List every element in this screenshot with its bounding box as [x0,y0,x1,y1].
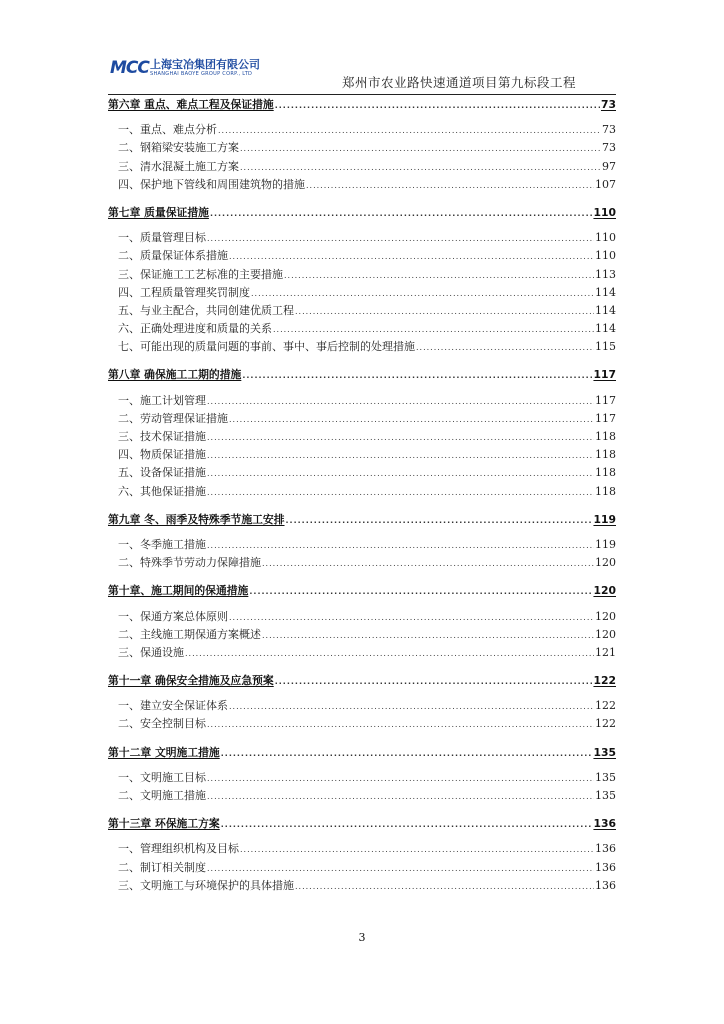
section-title: 四、物质保证措施 [118,448,206,462]
section-title: 一、建立安全保证体系 [118,699,228,713]
leader-dots [229,252,594,261]
leader-dots [262,559,594,568]
section-title: 六、正确处理进度和质量的关系 [118,322,272,336]
section-page-number: 135 [595,770,616,784]
toc-chapter-entry[interactable] [108,205,616,223]
chapter-title: 第十章、施工期间的保通措施 [108,584,249,598]
toc-section-entry[interactable] [108,320,616,338]
section-page-number: 136 [595,860,616,874]
page-number: 3 [358,931,366,944]
section-page-number: 120 [595,556,616,570]
section-page-number: 118 [595,448,616,462]
section-title: 三、文明施工与环境保护的具体措施 [118,878,294,892]
leader-dots [295,882,594,891]
section-title: 一、文明施工目标 [118,770,206,784]
section-page-number: 136 [595,878,616,892]
leader-dots [207,451,594,460]
toc-section-entry[interactable] [108,158,616,176]
leader-dots [207,541,594,550]
toc-section-entry[interactable] [108,247,616,265]
toc-section-entry[interactable] [108,536,616,554]
leader-dots [207,488,594,497]
chapter-title: 第九章 冬、雨季及特殊季节施工安排 [108,512,285,526]
toc-section-entry[interactable] [108,644,616,662]
mcc-logo-mark: MCC [110,58,149,78]
section-page-number: 117 [595,411,616,425]
leader-dots [221,749,593,758]
toc-section-entry[interactable] [108,715,616,733]
leader-dots [185,649,594,658]
section-page-number: 107 [595,177,616,191]
section-title: 一、施工计划管理 [118,393,206,407]
leader-dots [242,371,592,380]
toc-chapter [108,97,616,205]
toc-section-entry[interactable] [108,859,616,877]
section-page-number: 118 [595,466,616,480]
toc-section-entry[interactable] [108,266,616,284]
chapter-title: 第十三章 环保施工方案 [108,817,220,831]
section-page-number: 115 [595,340,616,354]
toc-section-entry[interactable] [108,121,616,139]
leader-dots [306,181,594,190]
project-title: 郑州市农业路快速通道项目第九标段工程 [341,75,576,90]
chapter-spacer [108,356,616,367]
leader-dots [207,397,594,406]
toc-section-entry[interactable] [108,338,616,356]
toc-section-entry[interactable] [108,554,616,572]
chapter-page-number: 119 [593,512,616,526]
section-title: 三、保证施工工艺标准的主要措施 [118,267,283,281]
leader-dots [240,163,601,172]
toc-chapter [108,673,616,745]
section-page-number: 117 [595,393,616,407]
page-header [108,50,616,96]
section-title: 一、重点、难点分析 [118,123,217,137]
leader-dots [295,307,594,316]
section-page-number: 97 [602,159,616,173]
section-page-number: 73 [602,123,616,137]
leader-dots [207,774,594,783]
section-page-number: 121 [595,645,616,659]
toc-chapter-entry[interactable] [108,745,616,763]
company-name-en: SHANGHAI BAOYE GROUP CORP., LTD [150,71,253,77]
toc-chapter [108,583,616,673]
section-title: 二、特殊季节劳动力保障措施 [118,556,261,570]
toc-section-entry[interactable] [108,787,616,805]
section-title: 三、清水混凝土施工方案 [118,159,239,173]
leader-dots [273,325,594,334]
section-title: 二、钢箱梁安装施工方案 [118,141,239,155]
leader-dots [240,845,594,854]
leader-dots [240,144,601,153]
leader-dots [229,613,594,622]
chapter-page-number: 110 [593,205,616,219]
section-title: 三、保通设施 [118,645,184,659]
chapter-page-number: 120 [593,584,616,598]
section-page-number: 73 [602,141,616,155]
section-title: 二、安全控制目标 [118,717,206,731]
section-page-number: 135 [595,789,616,802]
toc-section-entry[interactable] [108,626,616,644]
section-page-number: 114 [595,303,616,317]
toc-chapter [108,367,616,511]
chapter-title: 第八章 确保施工工期的措施 [108,368,242,382]
toc-section-entry[interactable] [108,483,616,501]
toc-section-entry[interactable] [108,392,616,410]
toc-chapter [108,816,616,895]
toc-chapter-entry[interactable] [108,97,616,115]
leader-dots [207,433,594,442]
section-page-number: 119 [595,537,616,551]
toc-section-entry[interactable] [108,410,616,428]
toc-section-entry[interactable] [108,877,616,895]
toc-chapter-entry[interactable] [108,673,616,691]
section-title: 七、可能出现的质量问题的事前、事中、事后控制的处理措施 [118,340,415,354]
chapter-page-number: 135 [593,745,616,759]
toc-section-entry[interactable] [108,229,616,247]
leader-dots [207,234,594,243]
leader-dots [416,343,594,352]
section-title: 三、技术保证措施 [118,430,206,443]
leader-dots [275,677,593,686]
section-page-number: 122 [595,717,616,731]
leader-dots [286,516,593,525]
leader-dots [229,415,594,424]
toc-chapter [108,512,616,584]
chapter-title: 第十二章 文明施工措施 [108,745,220,759]
chapter-spacer [108,572,616,583]
company-name-cn: 上海宝冶集团有限公司 [150,58,260,71]
leader-dots [284,271,594,280]
toc-chapter-entry[interactable] [108,583,616,601]
section-title: 二、制订相关制度 [118,860,206,874]
leader-dots [207,792,594,801]
chapter-title: 第六章 重点、难点工程及保证措施 [108,98,274,111]
chapter-page-number: 73 [600,98,616,111]
toc-section-entry[interactable] [108,176,616,194]
toc-chapter-entry[interactable] [108,367,616,385]
toc-section-entry[interactable] [108,840,616,858]
chapter-page-number: 117 [593,368,616,382]
section-title: 二、主线施工期保通方案概述 [118,627,261,641]
toc-chapter [108,205,616,368]
chapter-page-number: 122 [593,674,616,688]
toc-chapter-entry[interactable] [108,512,616,530]
section-page-number: 118 [595,430,616,443]
leader-dots [210,209,593,218]
leader-dots [221,820,593,829]
section-page-number: 120 [595,609,616,623]
chapter-spacer [108,194,616,205]
toc-section-entry[interactable] [108,769,616,787]
section-page-number: 122 [595,699,616,713]
chapter-page-number: 136 [593,817,616,831]
section-title: 二、文明施工措施 [118,789,206,802]
section-title: 四、工程质量管理奖罚制度 [118,285,250,299]
leader-dots [251,289,594,298]
leader-dots [207,864,594,873]
chapter-title: 第十一章 确保安全措施及应急预案 [108,674,274,688]
leader-dots [275,101,600,110]
chapter-spacer [108,734,616,745]
section-title: 二、质量保证体系措施 [118,249,228,263]
table-of-contents [108,97,616,895]
section-title: 五、与业主配合，共同创建优质工程 [118,303,294,317]
leader-dots [262,631,594,640]
section-title: 四、保护地下管线和周围建筑物的措施 [118,177,305,191]
section-title: 一、质量管理目标 [118,231,206,245]
section-page-number: 113 [595,267,616,281]
section-page-number: 110 [595,249,616,263]
section-title: 六、其他保证措施 [118,484,206,498]
section-title: 一、冬季施工措施 [118,537,206,551]
section-page-number: 114 [595,322,616,336]
chapter-spacer [108,805,616,816]
leader-dots [229,702,594,711]
section-title: 五、设备保证措施 [118,466,206,480]
toc-section-entry[interactable] [108,302,616,320]
section-page-number: 118 [595,484,616,498]
toc-section-entry[interactable] [108,697,616,715]
toc-section-entry[interactable] [108,284,616,302]
leader-dots [207,720,594,729]
toc-section-entry[interactable] [108,428,616,446]
section-page-number: 114 [595,285,616,299]
section-page-number: 120 [595,627,616,641]
chapter-spacer [108,501,616,512]
leader-dots [218,126,601,135]
header-divider [108,94,616,95]
toc-section-entry[interactable] [108,464,616,482]
toc-section-entry[interactable] [108,446,616,464]
chapter-title: 第七章 质量保证措施 [108,205,209,219]
section-page-number: 110 [595,231,616,245]
company-logo [110,56,360,90]
toc-section-entry[interactable] [108,608,616,626]
chapter-spacer [108,662,616,673]
section-title: 一、管理组织机构及目标 [118,842,239,856]
section-page-number: 136 [595,842,616,856]
toc-chapter-entry[interactable] [108,816,616,834]
section-title: 二、劳动管理保证措施 [118,411,228,425]
leader-dots [207,469,594,478]
section-title: 一、保通方案总体原则 [118,609,228,623]
toc-section-entry[interactable] [108,139,616,157]
leader-dots [249,587,592,596]
toc-chapter [108,745,616,817]
